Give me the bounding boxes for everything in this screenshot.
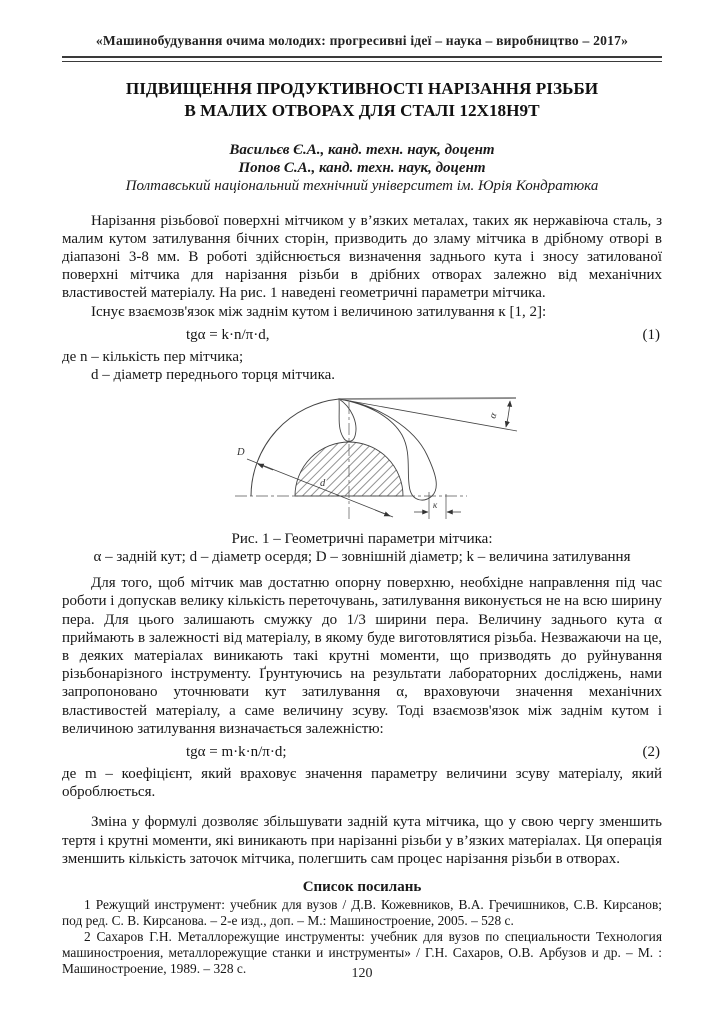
page-number: 120	[351, 966, 373, 981]
authors-block	[62, 141, 662, 196]
reference-item-2: 2 Сахаров Г.Н. Металлорежущие инструменты: учебник для вузов по специальности Технология машиностроения, металлорежущие станки и инструменты» / Г.Н. Сахаров, О.В. Арбузов и др. – М. : Машиностроение, 1989. – 328 с.	[62, 929, 662, 976]
article-title	[62, 78, 662, 123]
author-2: Попов С.А., канд. техн. наук, доцент	[238, 160, 486, 177]
reference-item-1: 1 Режущий инструмент: учебник для вузов / Д.В. Кожевников, В.А. Гречишников, С.В. Кирсанов; под ред. С. В. Кирсанова. – 2-е изд., доп. – М.: Машиностроение, 2005. – 528 с.	[62, 897, 662, 928]
leader-arrow-outer	[258, 464, 273, 470]
k-relief-label: к	[433, 500, 438, 511]
formula-1-expression: tgα = k·n/π·d,	[186, 326, 270, 343]
leader-arrow-inner	[375, 510, 390, 516]
references-heading: Список посилань	[302, 879, 422, 896]
conference-header: «Машинобудування очима молодих: прогресивні ідеї – наука – виробництво – 2017»	[95, 33, 629, 48]
core-diameter-label: d	[320, 478, 326, 490]
where-d-definition: d – діаметр переднього торця мітчика.	[91, 367, 336, 384]
formula-1-number: (1)	[642, 326, 660, 343]
article-title-line1: ПІДВИЩЕННЯ ПРОДУКТИВНОСТІ НАРІЗАННЯ РІЗЬБИ	[125, 79, 599, 98]
figure-1	[62, 389, 662, 530]
figure-caption-line1: Рис. 1 – Геометричні параметри мітчика:	[231, 531, 493, 548]
alpha-angle-label: α	[487, 411, 500, 421]
header-divider	[62, 56, 662, 62]
paragraph-relation: Існує взаємозв'язок між заднім кутом і величиною затилування к [1, 2]:	[91, 303, 547, 320]
figure-caption-line2: α – задній кут; d – діаметр осердя; D – зовнішній діаметр; k – величина затилування	[93, 548, 631, 565]
tangent-line	[339, 398, 516, 399]
paragraph-discussion: Для того, щоб мітчик мав достатню опорну поверхню, необхідне направлення під час роботи і допускав велику кількість переточувань, затилування виконується не на всю ширину пера. Для цього залишають смужку до 1/3 ширини пера. Величину заднього кута α приймають в залежності від матеріалу, в якому буде виготовлятися різьба. Незважаючи на це, в деяких матеріалах виникають такі крутні моменти, що призводять до руйнування різьбонарізного інструменту. Ґрунтуючись на результати лабораторних досліджень, нами запропоновано уточнювати кут затилування α, враховуючи значення механічних властивостей матеріалу, а саме величину зсуву. Тоді взаємозв'язок між заднім кутом і величиною затилування визначається залежністю:	[62, 575, 662, 737]
formula-2-expression: tgα = m·k·n/π·d;	[186, 744, 287, 761]
paragraph-conclusion: Зміна у формулі дозволяє збільшувати задній кута мітчика, що у свою чергу зменшить тертя і крутні моменти, які виникають при нарізанні різьби у в’язких матеріалах. Ця операція зменшить кількість заточок мітчика, полегшить сам процес нарізання різьби в отворах.	[62, 814, 662, 867]
figure-caption	[62, 531, 662, 566]
paragraph-intro: Нарізання різьбової поверхні мітчиком у в’язких металах, таких як нержавіюча сталь, з малим кутом затилування бічних сторін, призводить до зламу мітчика в дрібному отворі в діапазоні 3-8 мм. В роботі здійснюється визначення заднього кута і зносу затилованої поверхні мітчика для нарізання різьби в дрібних отворах залежно від механічних властивостей матеріалу. На рис. 1 наведені геометричні параметри мітчика.	[62, 212, 662, 302]
article-title-line2: В МАЛИХ ОТВОРАХ ДЛЯ СТАЛІ 12Х18Н9Т	[184, 101, 540, 121]
formula-2-number: (2)	[642, 744, 660, 761]
flute-gash	[339, 399, 356, 441]
formula-1	[62, 326, 662, 344]
where-n-definition: де n – кількість пер мітчика;	[62, 348, 244, 365]
tap-geometry-diagram	[227, 389, 519, 525]
paragraph-where-m: де m – коефіцієнт, який враховує значення параметру величини зсуву матеріалу, який оброблюється.	[62, 766, 662, 801]
angle-dimension-arc	[506, 401, 510, 427]
affiliation: Полтавський національний технічний університет ім. Юрія Кондратюка	[125, 178, 599, 195]
author-1: Васильєв Є.А., канд. техн. наук, доцент	[229, 141, 495, 158]
formula-2	[62, 743, 662, 761]
outer-diameter-label: D	[237, 447, 245, 459]
